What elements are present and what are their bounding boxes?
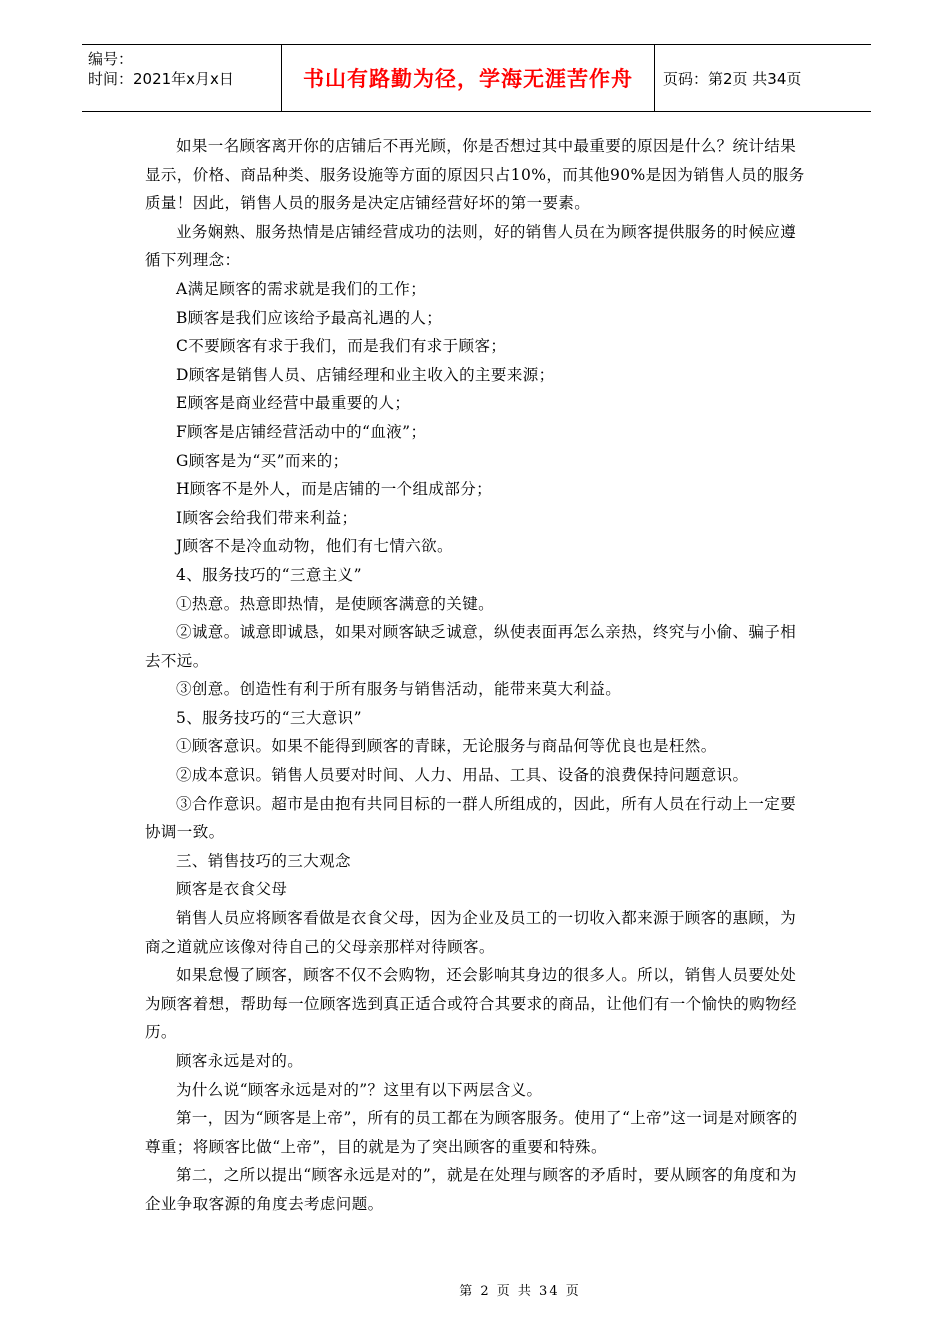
- paragraph: ③合作意识。超市是由抱有共同目标的一群人所组成的，因此，所有人员在行动上一定要协调一致。: [145, 794, 797, 842]
- paragraph: ①热意。热意即热情，是使顾客满意的关键。: [176, 594, 495, 613]
- header-left-cell: [82, 45, 282, 111]
- subheading: 顾客永远是对的。: [176, 1052, 304, 1070]
- header-page-info: 页码：第2页 共34页: [663, 69, 802, 88]
- time-label: 时间：2021年x月x日: [88, 70, 234, 88]
- list-item: A满足顾客的需求就是我们的工作；: [176, 279, 427, 298]
- paragraph: ③创意。创造性有利于所有服务与销售活动，能带来莫大利益。: [176, 680, 622, 699]
- list-item: G顾客是为“买”而来的；: [176, 451, 349, 470]
- paragraph: 业务娴熟、服务热情是店铺经营成功的法则，好的销售人员在为顾客提供服务的时候应遵循下列理念：: [145, 222, 797, 270]
- section-heading: 4、服务技巧的“三意主义”: [176, 565, 362, 584]
- list-item: H顾客不是外人，而是店铺的一个组成部分；: [176, 480, 493, 499]
- paragraph: 如果怠慢了顾客，顾客不仅不会购物，还会影响其身边的很多人。所以，销售人员要处处为顾客着想，帮助每一位顾客选到真正适合或符合其要求的商品，让他们有一个愉快的购物经历。: [145, 966, 797, 1042]
- list-item: D顾客是销售人员、店铺经理和业主收入的主要来源；: [176, 365, 555, 384]
- header-table: [82, 44, 871, 112]
- list-item: I顾客会给我们带来利益；: [176, 508, 358, 527]
- paragraph: ①顾客意识。如果不能得到顾客的青睐，无论服务与商品何等优良也是枉然。: [176, 737, 717, 756]
- paragraph: ②成本意识。销售人员要对时间、人力、用品、工具、设备的浪费保持问题意识。: [176, 766, 749, 785]
- list-item: C不要顾客有求于我们，而是我们有求于顾客；: [176, 337, 507, 356]
- list-item: B顾客是我们应该给予最高礼遇的人；: [176, 308, 443, 327]
- paragraph: 销售人员应将顾客看做是衣食父母，因为企业及员工的一切收入都来源于顾客的惠顾，为商之道就应该像对待自己的父母亲那样对待顾客。: [145, 909, 797, 956]
- document-body: [145, 132, 809, 1219]
- subheading: 顾客是衣食父母: [176, 880, 288, 899]
- header-motto: 书山有路勤为径，学海无涯苦作舟: [282, 45, 655, 111]
- footer-page-number: 第 2 页 共 34 页: [459, 1284, 581, 1299]
- section-heading: 5、服务技巧的“三大意识”: [176, 708, 362, 727]
- list-item: F顾客是店铺经营活动中的“血液”；: [176, 422, 427, 441]
- number-label: 编号：: [88, 50, 134, 68]
- paragraph: ②诚意。诚意即诚恳，如果对顾客缺乏诚意，纵使表面再怎么亲热，终究与小偷、骗子相去不远。: [145, 623, 797, 670]
- paragraph: 第一，因为“顾客是上帝”，所有的员工都在为顾客服务。使用了“上帝”这一词是对顾客的尊重；将顾客比做“上帝”，目的就是为了突出顾客的重要和特殊。: [145, 1109, 798, 1156]
- paragraph: 第二，之所以提出“顾客永远是对的”，就是在处理与顾客的矛盾时，要从顾客的角度和为企业争取客源的角度去考虑问题。: [145, 1166, 797, 1213]
- list-item: J顾客不是冷血动物，他们有七情六欲。: [176, 537, 453, 556]
- section-heading: 三、销售技巧的三大观念: [176, 851, 351, 870]
- paragraph: 为什么说“顾客永远是对的”？这里有以下两层含义。: [176, 1080, 543, 1099]
- paragraph: 如果一名顾客离开你的店铺后不再光顾，你是否想过其中最重要的原因是什么？统计结果显示，价格、商品种类、服务设施等方面的原因只占10%，而其他90%是因为销售人员的服务质量！因此，销售人员的服务是决定店铺经营好坏的第一要素。: [145, 137, 805, 213]
- page-footer: [0, 1280, 950, 1299]
- list-item: E顾客是商业经营中最重要的人；: [176, 394, 411, 413]
